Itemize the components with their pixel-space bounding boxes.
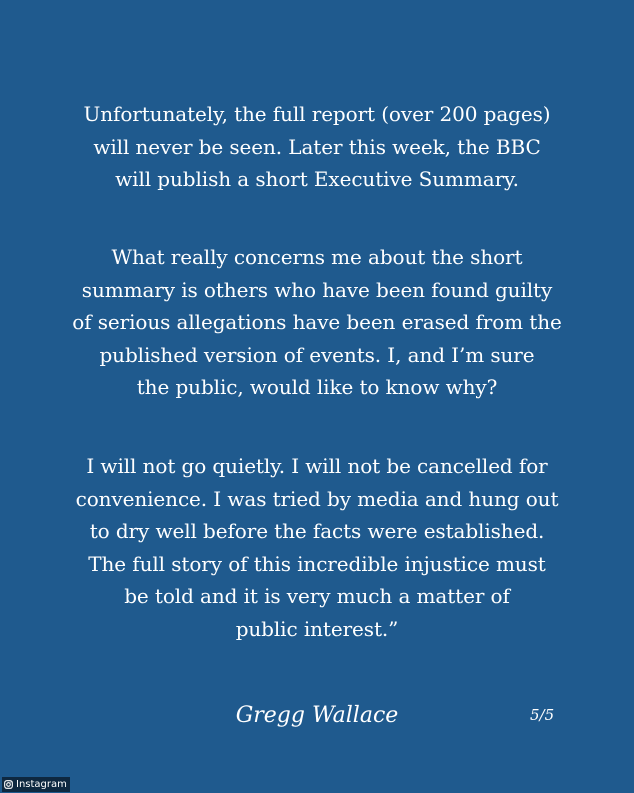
text-line: The full story of this incredible injustice must xyxy=(88,551,546,576)
text-line: I will not go quietly. I will not be cancelled for xyxy=(86,454,548,478)
text-line: public interest.” xyxy=(235,616,399,641)
text-line: Unfortunately, the full report (over 200 pages) xyxy=(83,102,551,126)
text-line: be told and it is very much a matter of xyxy=(124,584,510,609)
text-line: published version of events. I, and I’m sure xyxy=(99,342,535,367)
text-line: to dry well before the facts were established. xyxy=(89,519,545,544)
source-label: Instagram xyxy=(16,779,67,790)
statement-paragraph-3 xyxy=(20,450,614,646)
text-line: the public, would like to know why? xyxy=(136,375,498,400)
statement-paragraph-1 xyxy=(20,98,614,196)
text-line: will never be seen. Later this week, the BBC xyxy=(93,134,541,159)
text-line: summary is others who have been found guilty xyxy=(81,277,553,302)
statement-paragraph-2 xyxy=(20,241,614,404)
instagram-icon xyxy=(4,780,13,789)
text-line: will publish a short Executive Summary. xyxy=(115,167,519,192)
text-line: of serious allegations have been erased from the xyxy=(72,310,562,335)
text-line: What really concerns me about the short xyxy=(111,245,523,269)
signature: Gregg Wallace xyxy=(235,703,399,728)
page-indicator: 5/5 xyxy=(530,706,555,724)
text-line: convenience. I was tried by media and hung out xyxy=(75,486,559,511)
source-credit xyxy=(2,777,70,792)
